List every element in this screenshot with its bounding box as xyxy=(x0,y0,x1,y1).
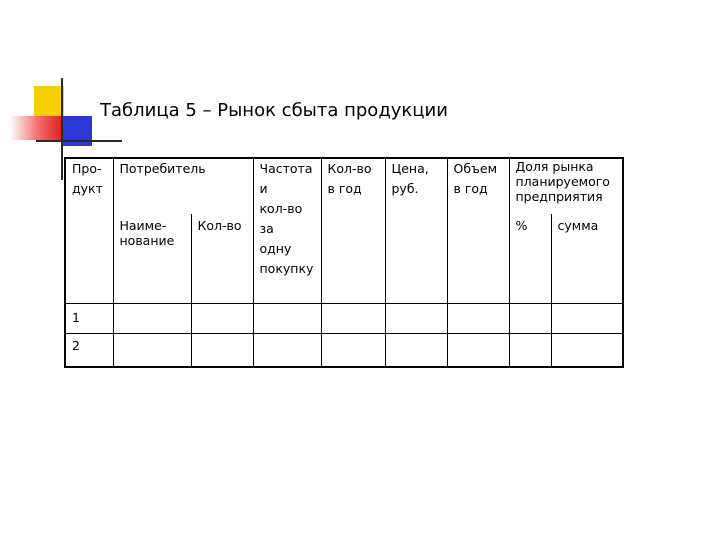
ornament-vertical-line xyxy=(61,78,63,180)
table-cell xyxy=(447,303,509,333)
header-product: Про- дукт xyxy=(65,158,113,303)
market-table xyxy=(64,157,624,368)
ornament-horizontal-line xyxy=(36,140,122,142)
table-cell xyxy=(509,333,551,367)
table-row xyxy=(65,303,623,333)
table-cell xyxy=(253,333,321,367)
table-cell xyxy=(191,303,253,333)
table-cell xyxy=(447,333,509,367)
ornament-yellow-square xyxy=(34,86,64,118)
table-cell xyxy=(509,303,551,333)
table-cell xyxy=(321,333,385,367)
table-cell xyxy=(321,303,385,333)
header-market-share: Доля рынка планируемого предприятия xyxy=(509,158,623,214)
header-qty-per-year: Кол-во в год xyxy=(321,158,385,303)
header-volume: Объем в год xyxy=(447,158,509,303)
header-price: Цена, руб. xyxy=(385,158,447,303)
table-cell xyxy=(551,333,623,367)
header-share-sum: сумма xyxy=(551,214,623,303)
header-consumer: Потребитель xyxy=(113,158,253,214)
header-consumer-qty: Кол-во xyxy=(191,214,253,303)
table-cell xyxy=(113,333,191,367)
table-cell xyxy=(551,303,623,333)
ornament-red-bar xyxy=(10,116,62,140)
row-1-product: 1 xyxy=(65,303,113,333)
page-title: Таблица 5 – Рынок сбыта продукции xyxy=(100,100,448,121)
header-consumer-name: Наиме- нование xyxy=(113,214,191,303)
table-row xyxy=(65,333,623,367)
table-cell xyxy=(385,303,447,333)
table-cell xyxy=(113,303,191,333)
table-cell xyxy=(253,303,321,333)
header-share-percent: % xyxy=(509,214,551,303)
header-frequency: Частота и кол-во за одну покупку xyxy=(253,158,321,303)
row-2-product: 2 xyxy=(65,333,113,367)
table-cell xyxy=(191,333,253,367)
table-cell xyxy=(385,333,447,367)
